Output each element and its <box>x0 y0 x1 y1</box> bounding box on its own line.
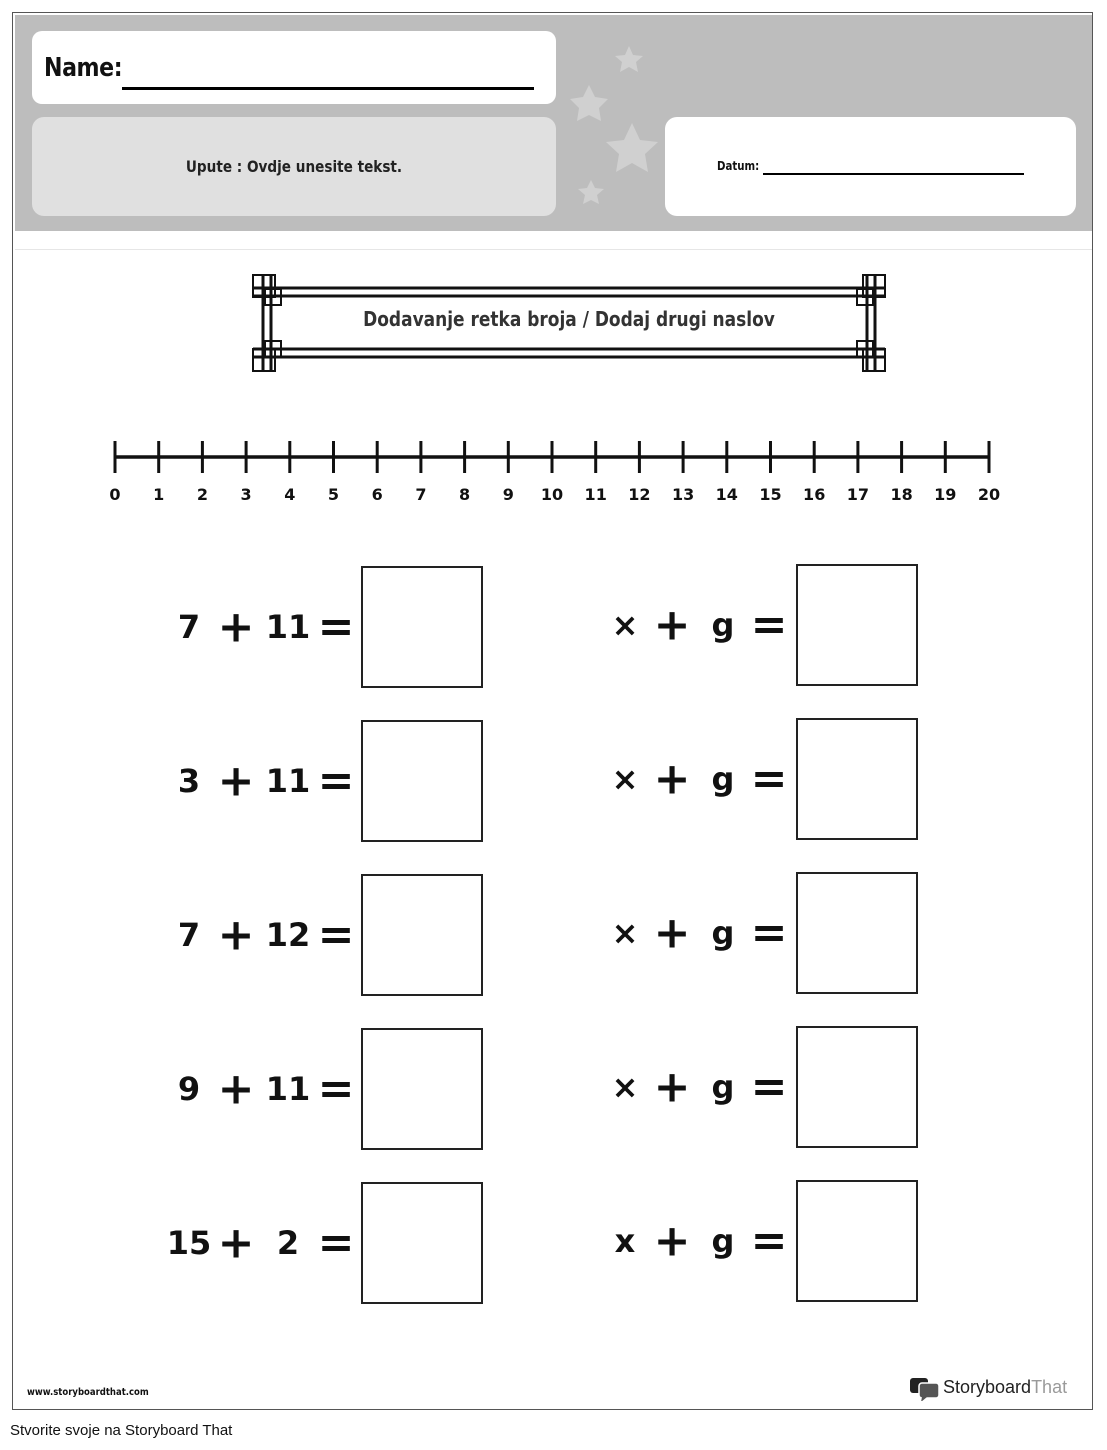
logo-light-text: That <box>1031 1377 1068 1397</box>
tick-label: 13 <box>671 485 695 504</box>
logo-main-text: Storyboard <box>943 1377 1032 1397</box>
answer-box[interactable] <box>361 1182 483 1304</box>
tick-label: 1 <box>153 485 165 504</box>
name-box <box>32 31 556 104</box>
addend-b: 2 <box>276 1224 300 1262</box>
addend-a: 7 <box>177 916 201 954</box>
tick-label: 15 <box>759 485 782 504</box>
equals-sign: = <box>750 1061 788 1113</box>
plus-sign: + <box>653 1215 691 1267</box>
name-field[interactable] <box>122 87 534 90</box>
speech-bubbles-icon <box>909 1375 941 1401</box>
date-field[interactable] <box>763 173 1024 175</box>
date-label: Datum: <box>717 159 760 173</box>
answer-box[interactable] <box>361 566 483 688</box>
addend-b: 11 <box>265 1070 311 1108</box>
answer-box[interactable] <box>361 1028 483 1150</box>
addend-a: × <box>611 606 639 644</box>
header-banner <box>15 15 1092 231</box>
star-icon <box>578 180 604 204</box>
plus-sign: + <box>653 753 691 805</box>
equals-sign: = <box>750 907 788 959</box>
tick-label: 11 <box>584 485 607 504</box>
star-icon <box>606 123 658 172</box>
name-label: Name: <box>44 53 123 83</box>
plus-sign: + <box>217 909 255 961</box>
addend-b: g <box>711 1222 735 1260</box>
addend-b: g <box>711 760 735 798</box>
tick-label: 8 <box>459 485 471 504</box>
addend-a: x <box>614 1222 636 1260</box>
instructions-box <box>32 117 556 216</box>
equals-sign: = <box>317 1063 355 1115</box>
plus-sign: + <box>217 1217 255 1269</box>
addend-b: 11 <box>265 608 311 646</box>
title-banner <box>239 261 899 385</box>
plus-sign: + <box>653 907 691 959</box>
tick-label: 7 <box>415 485 427 504</box>
addend-b: 12 <box>265 916 311 954</box>
answer-box[interactable] <box>796 564 918 686</box>
addend-a: 7 <box>177 608 201 646</box>
plus-sign: + <box>217 1063 255 1115</box>
instructions-text[interactable]: Upute : Ovdje unesite tekst. <box>185 157 403 176</box>
addend-a: 3 <box>177 762 201 800</box>
equals-sign: = <box>317 1217 355 1269</box>
answer-box[interactable] <box>796 718 918 840</box>
tick-label: 6 <box>371 485 383 504</box>
star-icon <box>615 46 643 72</box>
addend-b: g <box>711 606 735 644</box>
plus-sign: + <box>217 601 255 653</box>
tick-label: 0 <box>109 485 121 504</box>
storyboardthat-logo[interactable] <box>909 1375 1079 1403</box>
number-line <box>109 429 1009 479</box>
tick-label: 17 <box>846 485 870 504</box>
addend-b: g <box>711 914 735 952</box>
equals-sign: = <box>317 755 355 807</box>
equals-sign: = <box>317 909 355 961</box>
tick-label: 9 <box>502 485 514 504</box>
plus-sign: + <box>653 599 691 651</box>
tick-label: 16 <box>803 485 826 504</box>
addend-b: g <box>711 1068 735 1106</box>
answer-box[interactable] <box>796 1180 918 1302</box>
tick-label: 4 <box>284 485 296 504</box>
addend-a: 9 <box>177 1070 201 1108</box>
header-divider <box>15 249 1092 250</box>
tick-label: 18 <box>890 485 913 504</box>
equals-sign: = <box>750 599 788 651</box>
footer-url[interactable]: www.storyboardthat.com <box>27 1387 149 1398</box>
tick-label: 20 <box>977 485 1001 504</box>
plus-sign: + <box>653 1061 691 1113</box>
logo-text <box>943 1377 1067 1398</box>
answer-box[interactable] <box>361 874 483 996</box>
tick-label: 12 <box>628 485 651 504</box>
answer-box[interactable] <box>796 1026 918 1148</box>
addend-a: × <box>611 914 639 952</box>
caption: Stvorite svoje na Storyboard That <box>10 1422 233 1439</box>
equals-sign: = <box>317 601 355 653</box>
addend-a: × <box>611 1068 639 1106</box>
tick-label: 3 <box>240 485 252 504</box>
tick-label: 14 <box>715 485 738 504</box>
date-box <box>665 117 1076 216</box>
addend-a: × <box>611 760 639 798</box>
tick-label: 10 <box>540 485 564 504</box>
plus-sign: + <box>217 755 255 807</box>
answer-box[interactable] <box>361 720 483 842</box>
tick-label: 19 <box>934 485 957 504</box>
tick-label: 2 <box>196 485 208 504</box>
worksheet-title[interactable]: Dodavanje retka broja / Dodaj drugi naslov <box>363 307 775 331</box>
equals-sign: = <box>750 753 788 805</box>
addend-b: 11 <box>265 762 311 800</box>
tick-label: 5 <box>327 485 340 504</box>
star-icon <box>570 85 608 121</box>
addend-a: 15 <box>166 1224 212 1262</box>
answer-box[interactable] <box>796 872 918 994</box>
worksheet <box>12 12 1093 1410</box>
equals-sign: = <box>750 1215 788 1267</box>
